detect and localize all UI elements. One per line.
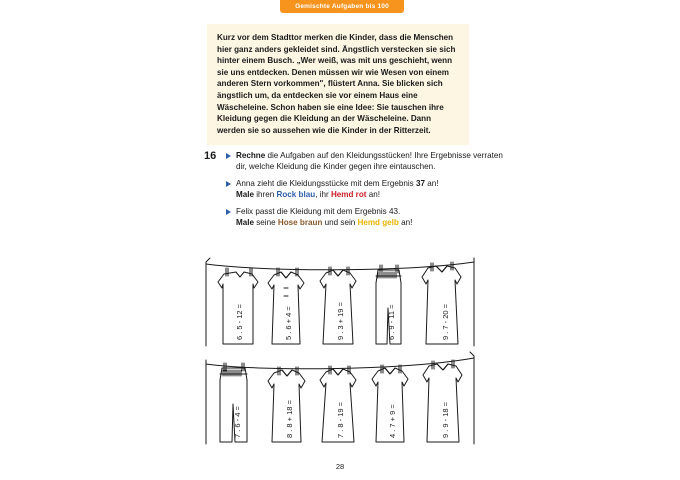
equation-bottom-5: 9 . 9 - 18 = bbox=[441, 401, 450, 438]
task-line-3-value: 43 bbox=[388, 207, 398, 216]
task-line-1-bold: Rechne bbox=[236, 151, 266, 160]
task-line-1-rest: die Aufgaben auf den Kleidungsstücken! Ihre Ergebnisse verraten dir, welche Kleidung die Kinder gegen ihre eintauschen. bbox=[236, 151, 503, 171]
equation-bottom-1: 7 . 6 - 4 = bbox=[233, 406, 242, 438]
bullet-triangle-icon bbox=[226, 153, 231, 159]
equation-top-1: 6 . 5 - 12 = bbox=[235, 303, 244, 340]
equation-bottom-4: 4 . 7 + 9 = bbox=[388, 404, 397, 438]
task-line-2-end: an! bbox=[366, 190, 380, 199]
task-line-1-text bbox=[236, 150, 504, 172]
equation-bottom-2: 8 . 8 + 18 = bbox=[285, 400, 294, 438]
bullet-triangle-icon bbox=[226, 209, 231, 215]
chapter-banner-label: Gemischte Aufgaben bis 100 bbox=[295, 3, 389, 10]
task-line-2 bbox=[226, 178, 504, 200]
chapter-banner bbox=[280, 0, 404, 13]
task-line-3-mid1: seine bbox=[254, 218, 278, 227]
equation-top-3: 9 . 3 + 19 = bbox=[336, 302, 345, 340]
task-line-2-text bbox=[236, 178, 439, 200]
task-line-2-mid1: ihren bbox=[254, 190, 277, 199]
equation-top-2: 5 . 6 + 4 = bbox=[284, 306, 293, 340]
task-number: 16 bbox=[204, 150, 217, 162]
task-line-3-male: Male bbox=[236, 218, 254, 227]
task-line-3-text bbox=[236, 206, 412, 228]
task-line-3-prefix: Felix passt die Kleidung mit dem Ergebnis bbox=[236, 207, 389, 216]
page-number: 28 bbox=[335, 462, 345, 471]
task-line-2-prefix: Anna zieht die Kleidungsstücke mit dem Ergebnis bbox=[236, 179, 416, 188]
keyword-hemd-rot: Hemd rot bbox=[330, 190, 367, 199]
clothesline-illustration bbox=[196, 248, 486, 456]
keyword-rock-blau: Rock blau bbox=[276, 190, 316, 199]
task-block bbox=[204, 150, 504, 234]
equation-top-5: 9 . 7 - 20 = bbox=[441, 303, 450, 340]
story-text: Kurz vor dem Stadttor merken die Kinder, dass die Menschen hier ganz anders gekleidet sind. Ängstlich verstecken sie sich hinter einem Busch. „Wer weiß, was mit uns geschieht, wenn sie uns entdecken. Denen müssen wir wie Wesen von einem anderen Stern vorkommen", flüstert Anna. Sie blicken sich ängstlich um, da entdecken sie vor einem Haus eine Wäscheleine. Schon haben sie eine Idee: Sie tauschen ihre Kleidung gegen die Kleidung an der Wäscheleine. Dann werden sie so aussehen wie die Kinder in der Ritterzeit. bbox=[217, 33, 456, 135]
task-line-2-value: 37 bbox=[415, 179, 425, 188]
keyword-hose-braun: Hose braun bbox=[277, 218, 323, 227]
task-line-2-male: Male bbox=[236, 190, 254, 199]
task-line-1 bbox=[226, 150, 504, 172]
story-box bbox=[207, 24, 469, 145]
task-line-3-mid2: und sein bbox=[322, 218, 358, 227]
keyword-hemd-gelb: Hemd gelb bbox=[357, 218, 399, 227]
equation-bottom-3: 7 . 8 - 19 = bbox=[336, 401, 345, 438]
task-lines bbox=[226, 150, 504, 228]
equation-top-4: 6 . 9 - 11 = bbox=[387, 304, 396, 340]
task-line-2-mid2: , ihr bbox=[315, 190, 331, 199]
bullet-triangle-icon bbox=[226, 181, 231, 187]
task-line-3-end: an! bbox=[398, 218, 413, 227]
task-line-2-suffix: an! bbox=[424, 179, 439, 188]
task-line-3-suffix: . bbox=[397, 207, 401, 216]
task-line-3 bbox=[226, 206, 504, 228]
